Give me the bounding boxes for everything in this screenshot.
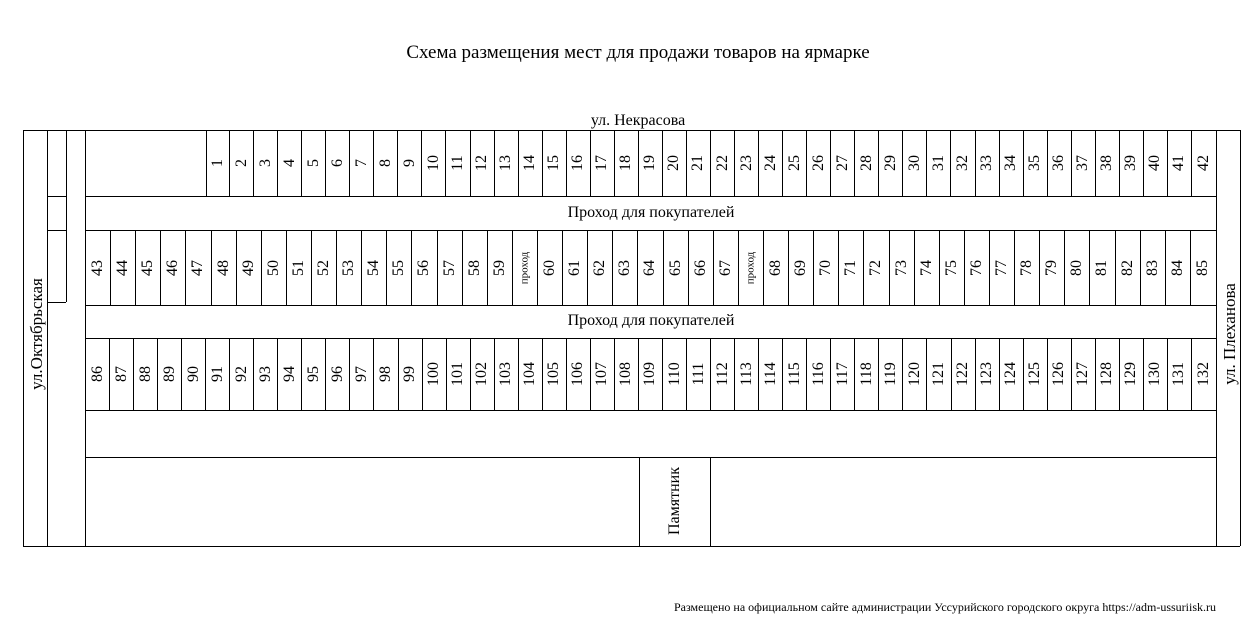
stall-number: 12 (473, 155, 491, 171)
stall-113 (735, 338, 759, 410)
stall-number: 3 (256, 159, 274, 167)
stall-number: 67 (716, 259, 734, 276)
stall-34 (1000, 130, 1024, 196)
stall-number: 34 (1002, 155, 1020, 171)
stall-number: 79 (1043, 259, 1061, 276)
stall-36 (1048, 130, 1072, 196)
stall-25 (783, 130, 807, 196)
stall-87 (110, 338, 134, 410)
stall-number: 21 (689, 155, 707, 171)
stall-57 (438, 230, 463, 305)
stall-63 (613, 230, 638, 305)
stall-number: 103 (497, 362, 515, 386)
stall-119 (879, 338, 903, 410)
stall-125 (1024, 338, 1048, 410)
stall-number: 8 (376, 159, 394, 167)
stall-91 (206, 338, 230, 410)
stall-number: 71 (842, 259, 860, 276)
stall-88 (134, 338, 158, 410)
stall-42 (1192, 130, 1216, 196)
stall-116 (807, 338, 831, 410)
stall-54 (362, 230, 387, 305)
stall-number: 120 (905, 362, 923, 386)
stall-number: 117 (833, 362, 851, 386)
stall-number: 7 (352, 159, 370, 167)
stall-98 (375, 338, 399, 410)
stall-121 (927, 338, 951, 410)
stall-100 (423, 338, 447, 410)
stall-number: 94 (280, 366, 298, 382)
stall-number: 132 (1194, 362, 1212, 386)
stall-4 (278, 130, 302, 196)
stall-number: 64 (641, 259, 659, 276)
stall-number: 93 (256, 366, 274, 382)
stall-45 (136, 230, 161, 305)
stall-27 (831, 130, 855, 196)
stall-108 (615, 338, 639, 410)
stall-number: 76 (967, 259, 985, 276)
stall-50 (262, 230, 287, 305)
stall-92 (230, 338, 254, 410)
stall-32 (951, 130, 975, 196)
stall-number: 90 (184, 366, 202, 382)
stall-number: 88 (136, 366, 154, 382)
stall-19 (639, 130, 663, 196)
stall-124 (1000, 338, 1024, 410)
stall-number: 22 (713, 155, 731, 171)
stall-86 (86, 338, 110, 410)
stall-118 (855, 338, 879, 410)
stall-number: 38 (1098, 155, 1116, 171)
footer-note: Размещено на официальном сайте администрации Уссурийского городского округа https://adm-ussuriisk.ru (673, 600, 1216, 614)
stall-78 (1015, 230, 1040, 305)
stall-number: 127 (1074, 362, 1092, 386)
stall-40 (1144, 130, 1168, 196)
stall-29 (879, 130, 903, 196)
stall-56 (412, 230, 437, 305)
stall-number: 95 (304, 366, 322, 382)
stall-80 (1065, 230, 1090, 305)
stall-51 (287, 230, 312, 305)
stall-number: 102 (473, 362, 491, 386)
stall-number: 40 (1146, 155, 1164, 171)
stall-115 (783, 338, 807, 410)
stall-number: 51 (289, 259, 307, 276)
stall-number: 20 (665, 155, 683, 171)
stall-number: 113 (737, 362, 755, 386)
stall-65 (664, 230, 689, 305)
stall-number: 62 (591, 259, 609, 276)
stall-number: 63 (616, 259, 634, 276)
stall-12 (471, 130, 495, 196)
stall-number: 129 (1122, 362, 1140, 386)
stall-95 (302, 338, 326, 410)
stall-number: 82 (1118, 259, 1136, 276)
stall-number: 121 (930, 362, 947, 386)
stall-number: 39 (1122, 155, 1140, 171)
stall-62 (588, 230, 613, 305)
stall-110 (663, 338, 687, 410)
stall-122 (952, 338, 976, 410)
stall-number: 19 (641, 155, 659, 171)
stall-number: 65 (666, 259, 684, 276)
stall-number: 80 (1068, 259, 1086, 276)
schema-title: Схема размещения мест для продажи товаров на ярмарке (406, 42, 870, 63)
stall-number: 100 (425, 362, 443, 386)
stall-number: 107 (593, 362, 611, 386)
stall-44 (111, 230, 136, 305)
stall-row-1 (206, 130, 1216, 196)
stall-107 (591, 338, 615, 410)
stall-number: 74 (917, 259, 935, 276)
stall-number: 6 (328, 159, 346, 167)
stall-number: 122 (954, 362, 972, 386)
stall-67 (714, 230, 739, 305)
stall-37 (1072, 130, 1096, 196)
buyers-passage-2: Проход для покупателей (567, 312, 735, 329)
stall-126 (1048, 338, 1072, 410)
stall-22 (711, 130, 735, 196)
stall-number: 77 (993, 259, 1011, 276)
stall-131 (1168, 338, 1192, 410)
stall-71 (839, 230, 864, 305)
walkway-cell (739, 230, 764, 305)
stall-number: 115 (785, 362, 803, 386)
stall-1 (206, 130, 230, 196)
stall-75 (940, 230, 965, 305)
street-oktyabrskaya-label: ул.Октябрьская (27, 278, 46, 390)
stall-73 (890, 230, 915, 305)
stall-103 (495, 338, 519, 410)
stall-number: 36 (1050, 155, 1068, 171)
stall-number: 110 (665, 362, 683, 386)
stall-row-3 (86, 338, 1216, 410)
stall-97 (350, 338, 374, 410)
stall-number: 73 (892, 259, 910, 276)
stall-number: 75 (942, 259, 960, 276)
stall-number: 72 (867, 259, 885, 276)
stall-number: 26 (809, 155, 827, 171)
stall-number: 123 (978, 362, 996, 386)
stall-99 (399, 338, 423, 410)
stall-number: 109 (641, 362, 659, 386)
stall-number: 43 (89, 259, 107, 276)
stall-number: 97 (352, 366, 370, 382)
stall-number: 83 (1143, 259, 1161, 276)
stall-number: 128 (1098, 362, 1116, 386)
stall-128 (1096, 338, 1120, 410)
stall-84 (1166, 230, 1191, 305)
stall-90 (182, 338, 206, 410)
stall-number: 89 (160, 366, 178, 382)
stall-82 (1116, 230, 1141, 305)
stall-number: 125 (1026, 362, 1044, 386)
stall-94 (278, 338, 302, 410)
stall-111 (687, 338, 711, 410)
stall-120 (903, 338, 927, 410)
stall-47 (186, 230, 211, 305)
stall-number: 114 (761, 362, 779, 386)
stall-101 (447, 338, 471, 410)
stall-49 (237, 230, 262, 305)
stall-number: 50 (264, 259, 282, 276)
stall-number: 29 (881, 155, 899, 171)
stall-96 (326, 338, 350, 410)
stall-number: 116 (809, 362, 827, 386)
stall-112 (711, 338, 735, 410)
stall-26 (807, 130, 831, 196)
stall-number: 14 (521, 155, 539, 171)
stall-15 (543, 130, 567, 196)
stall-76 (965, 230, 990, 305)
stall-72 (864, 230, 889, 305)
stall-8 (374, 130, 398, 196)
stall-28 (855, 130, 879, 196)
stall-number: 18 (617, 155, 635, 171)
street-plekhanova-label: ул. Плеханова (1220, 283, 1239, 385)
stall-number: 112 (713, 362, 731, 386)
stall-2 (230, 130, 254, 196)
stall-114 (759, 338, 783, 410)
stall-number: проход (744, 251, 757, 284)
stall-53 (337, 230, 362, 305)
stall-83 (1141, 230, 1166, 305)
stall-number: 23 (737, 155, 755, 171)
stall-number: 84 (1168, 259, 1186, 276)
stall-105 (543, 338, 567, 410)
stall-number: 17 (593, 155, 611, 171)
stall-number: 52 (315, 259, 333, 276)
stall-109 (639, 338, 663, 410)
stall-104 (519, 338, 543, 410)
stall-number: 10 (424, 155, 442, 171)
stall-number: 47 (189, 259, 207, 276)
stall-number: 44 (114, 259, 132, 276)
stall-number: 61 (566, 259, 584, 276)
stall-number: 5 (304, 159, 322, 167)
stall-number: 53 (340, 259, 358, 276)
stall-11 (446, 130, 470, 196)
stall-79 (1040, 230, 1065, 305)
stall-23 (735, 130, 759, 196)
stall-24 (759, 130, 783, 196)
stall-102 (471, 338, 495, 410)
stall-number: 60 (541, 259, 559, 276)
stall-number: 130 (1146, 362, 1164, 386)
stall-68 (764, 230, 789, 305)
stall-17 (591, 130, 615, 196)
stall-9 (398, 130, 422, 196)
stall-10 (422, 130, 446, 196)
stall-number: 46 (164, 259, 182, 276)
stall-59 (488, 230, 513, 305)
stall-number: 87 (112, 366, 130, 382)
stall-number: 54 (365, 259, 383, 276)
stall-18 (615, 130, 639, 196)
stall-127 (1072, 338, 1096, 410)
stall-number: 24 (761, 155, 779, 171)
stall-number: 37 (1074, 155, 1092, 171)
stall-41 (1168, 130, 1192, 196)
stall-number: 86 (88, 366, 106, 382)
stall-130 (1144, 338, 1168, 410)
street-nekrasova-label: ул. Некрасова (590, 112, 686, 129)
stall-64 (638, 230, 663, 305)
stall-row-2 (86, 230, 1216, 305)
stall-5 (302, 130, 326, 196)
stall-number: 92 (232, 366, 250, 382)
monument-label: Памятник (666, 466, 683, 536)
stall-55 (387, 230, 412, 305)
stall-number: 2 (232, 159, 250, 167)
stall-123 (976, 338, 1000, 410)
stall-number: 1 (209, 159, 227, 167)
stall-number: 119 (881, 362, 899, 386)
stall-number: 25 (785, 155, 803, 171)
stall-21 (687, 130, 711, 196)
stall-number: 27 (833, 155, 851, 171)
stall-number: 49 (239, 259, 257, 276)
stall-60 (538, 230, 563, 305)
stall-14 (519, 130, 543, 196)
stall-74 (915, 230, 940, 305)
stall-81 (1090, 230, 1115, 305)
stall-38 (1096, 130, 1120, 196)
stall-89 (158, 338, 182, 410)
stall-number: 81 (1093, 259, 1111, 276)
walkway-cell (513, 230, 538, 305)
stall-number: 41 (1170, 155, 1188, 171)
stall-6 (326, 130, 350, 196)
stall-number: 28 (857, 155, 875, 171)
stall-number: 66 (691, 259, 709, 276)
stall-132 (1192, 338, 1216, 410)
stall-61 (563, 230, 588, 305)
stall-number: 111 (689, 362, 707, 386)
stall-number: 56 (415, 259, 433, 276)
stall-number: 30 (905, 155, 923, 171)
stall-20 (663, 130, 687, 196)
stall-46 (161, 230, 186, 305)
stall-number: 118 (857, 362, 875, 386)
stall-number: 55 (390, 259, 408, 276)
stall-number: 35 (1026, 155, 1044, 171)
stall-number: 32 (953, 155, 971, 171)
stall-number: 101 (449, 362, 467, 386)
stall-58 (463, 230, 488, 305)
stall-77 (990, 230, 1015, 305)
stall-number: 9 (400, 159, 418, 167)
stall-7 (350, 130, 374, 196)
stall-number: 16 (569, 155, 587, 171)
stall-number: 4 (280, 159, 298, 167)
stall-number: 85 (1194, 259, 1212, 276)
stall-number: 48 (214, 259, 232, 276)
stall-number: 78 (1018, 259, 1036, 276)
stall-117 (831, 338, 855, 410)
stall-number: 31 (929, 155, 947, 171)
stall-number: 11 (448, 155, 466, 171)
stall-number: 91 (208, 366, 226, 382)
stall-129 (1120, 338, 1144, 410)
stall-number: 105 (545, 362, 563, 386)
stall-number: 70 (817, 259, 835, 276)
stall-85 (1191, 230, 1216, 305)
stall-number: 126 (1050, 362, 1068, 386)
buyers-passage-1: Проход для покупателей (567, 204, 735, 221)
stall-39 (1120, 130, 1144, 196)
stall-number: 104 (521, 362, 539, 386)
stall-number: 33 (978, 155, 996, 171)
stall-48 (212, 230, 237, 305)
stall-31 (927, 130, 951, 196)
stall-16 (567, 130, 591, 196)
stall-93 (254, 338, 278, 410)
stall-number: 57 (440, 259, 458, 276)
stall-number: 124 (1002, 362, 1020, 386)
stall-number: 42 (1194, 155, 1212, 171)
stall-106 (567, 338, 591, 410)
stall-33 (976, 130, 1000, 196)
stall-70 (814, 230, 839, 305)
stall-number: 58 (465, 259, 483, 276)
stall-3 (254, 130, 278, 196)
stall-number: проход (518, 251, 531, 284)
stall-number: 68 (767, 259, 785, 276)
stall-number: 108 (617, 362, 635, 386)
stall-69 (789, 230, 814, 305)
stall-13 (495, 130, 519, 196)
stall-number: 98 (377, 366, 395, 382)
stall-number: 59 (490, 259, 508, 276)
stall-number: 13 (497, 155, 515, 171)
stall-number: 45 (139, 259, 157, 276)
stall-66 (689, 230, 714, 305)
stall-number: 106 (569, 362, 587, 386)
stall-35 (1024, 130, 1048, 196)
stall-number: 15 (545, 155, 563, 171)
stall-number: 99 (401, 366, 419, 382)
stall-number: 69 (792, 259, 810, 276)
stall-number: 96 (328, 366, 346, 382)
stall-52 (312, 230, 337, 305)
stall-30 (903, 130, 927, 196)
stall-number: 131 (1170, 362, 1188, 386)
stall-43 (86, 230, 111, 305)
